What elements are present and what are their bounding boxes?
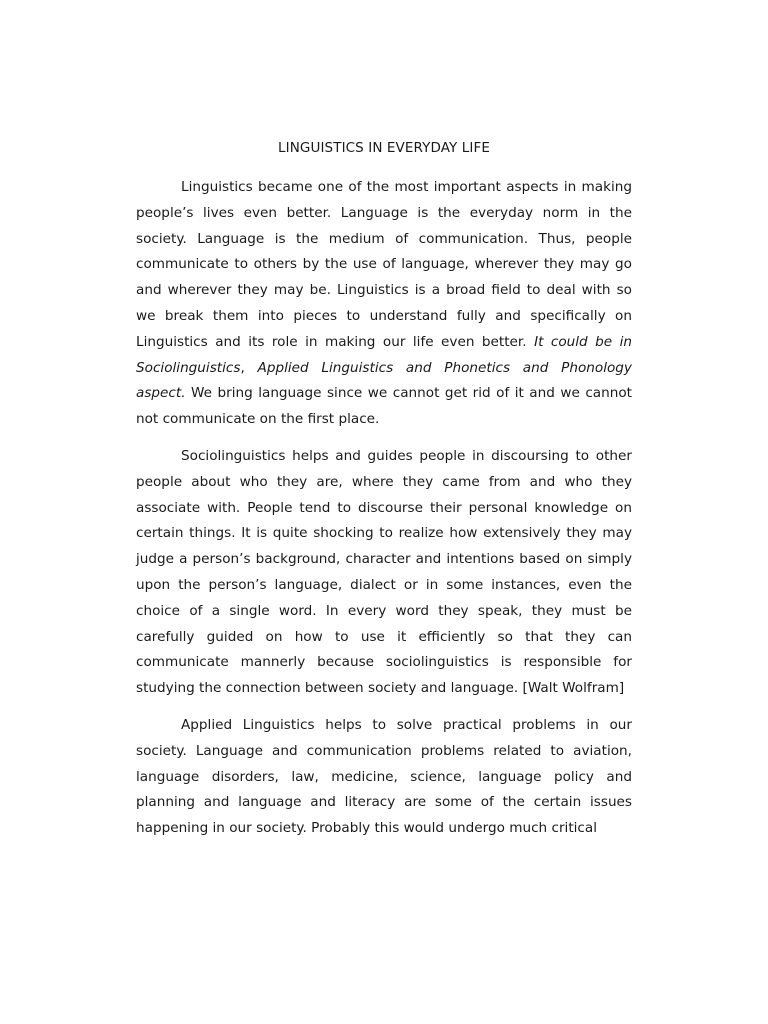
paragraph-sociolinguistics: Sociolinguistics helps and guides people in discoursing to other people about who they are, where they came from and who they associate with. People tend to discourse their personal knowledge on certain things. It is quite shocking to realize how extensively they may judge a person’s background, character and intentions based on simply upon the person’s language, dialect or in some instances, even the choice of a single word. In every word they speak, they must be carefully guided on how to use it efficiently so that they can communicate mannerly because sociolinguistics is responsible for studying the connection between society and language. [Walt Wolfram] [136, 447, 632, 697]
intro-italic-sociolinguistics: It could be in Sociolinguistics [136, 333, 632, 376]
paragraph-applied-linguistics: Applied Linguistics helps to solve practical problems in our society. Language and communication problems related to aviation, language disorders, law, medicine, science, language policy and planning and language and literacy are some of the certain issues happening in our society. Probably this would undergo much critical [136, 716, 632, 837]
paragraph-intro [136, 175, 632, 433]
intro-comma: , [240, 359, 258, 376]
document-page [136, 138, 632, 853]
document-title: LINGUISTICS IN EVERYDAY LIFE [278, 140, 490, 156]
intro-text-end: We bring language since we cannot get rid of it and we cannot not communicate on the first place. [136, 385, 632, 428]
intro-italic-applied-phonetics: Applied Linguistics and Phonetics and Phonology aspect. [136, 359, 632, 402]
intro-text-start: Linguistics became one of the most important aspects in making people’s lives even better. Language is the everyday norm in the society. Language is the medium of communication. Thus, people communicate to others by the use of language, wherever they may go and wherever they may be. Linguistics is a broad field to deal with so we break them into pieces to understand fully and specifically on Linguistics and its role in making our life even better. [136, 179, 632, 350]
